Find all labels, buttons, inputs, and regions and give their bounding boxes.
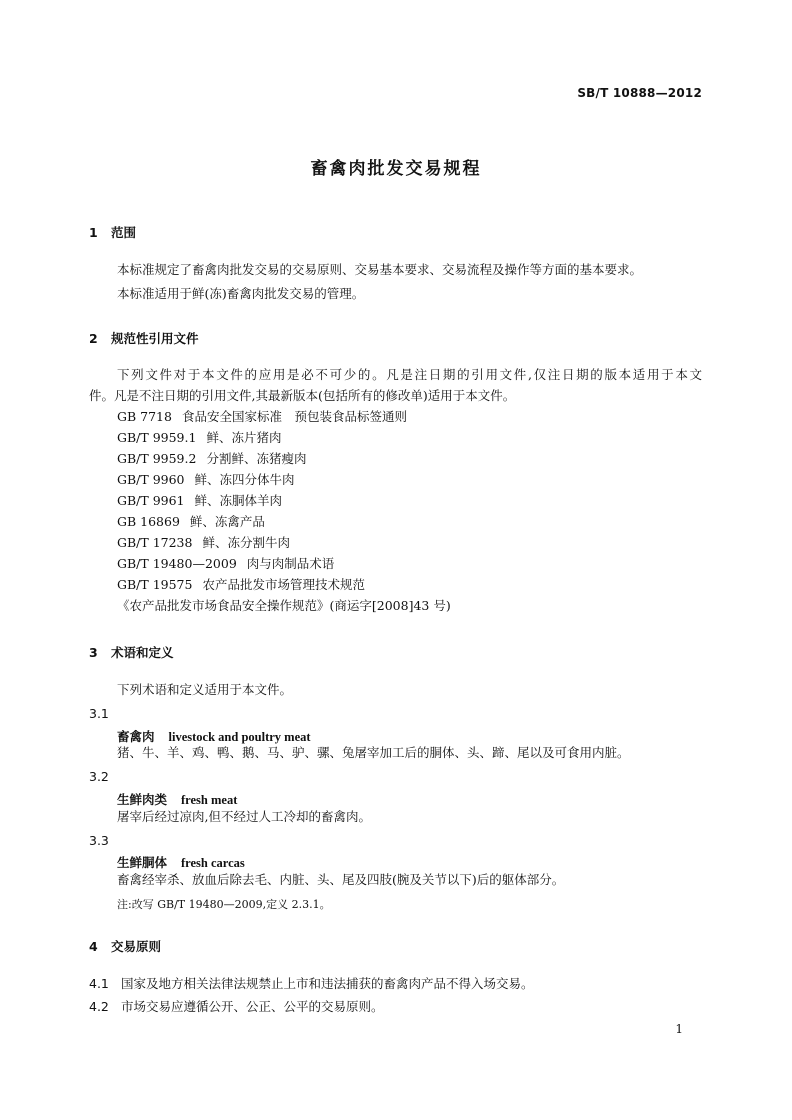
reference-title: 农产品批发市场管理技术规范 [202, 577, 365, 592]
clause-number: 4.1 [89, 976, 109, 991]
section-number: 4 [89, 939, 98, 954]
term-number: 3.1 [89, 706, 109, 721]
term-definition: 猪、牛、羊、鸡、鸭、鹅、马、驴、骡、兔屠宰加工后的胴体、头、蹄、尾以及可食用内脏。 [117, 745, 630, 760]
paragraph: 件。凡是不注日期的引用文件,其最新版本(包括所有的修改单)适用于本文件。 [89, 388, 516, 403]
page-number: 1 [675, 1022, 683, 1036]
paragraph: 下列术语和定义适用于本文件。 [117, 682, 293, 697]
reference-code: GB/T 9959.1 [117, 430, 197, 445]
reference-item [117, 516, 265, 529]
term-definition: 畜禽经宰杀、放血后除去毛、内脏、头、尾及四肢(腕及关节以下)后的躯体部分。 [117, 872, 565, 887]
term-zh: 畜禽肉 [117, 729, 155, 744]
clause-number: 4.2 [89, 999, 109, 1014]
section-heading-terms-and-definitions [89, 643, 174, 661]
clause-text: 市场交易应遵循公开、公正、公平的交易原则。 [121, 999, 384, 1014]
reference-item [117, 474, 295, 487]
paragraph: 下列文件对于本文件的应用是必不可少的。凡是注日期的引用文件,仅注日期的版本适用于本文 [117, 367, 702, 382]
term-heading [117, 853, 245, 871]
section-heading-normative-references [89, 329, 199, 347]
term-heading [117, 727, 311, 745]
term-en: fresh carcas [181, 856, 245, 870]
reference-item: 《农产品批发市场食品安全操作规范》(商运字[2008]43 号) [117, 598, 451, 613]
standard-code: SB/T 10888—2012 [577, 86, 702, 100]
section-number: 1 [89, 225, 98, 240]
reference-code: GB/T 9960 [117, 472, 185, 487]
reference-title: 鲜、冻四分体牛肉 [194, 472, 295, 487]
reference-title: 食品安全国家标准 预包装食品标签通则 [181, 409, 407, 424]
reference-code: GB/T 17238 [117, 535, 193, 550]
term-en: livestock and poultry meat [168, 730, 311, 744]
reference-code: GB/T 19480—2009 [117, 556, 237, 571]
reference-item [117, 411, 407, 424]
section-heading-trading-principles [89, 937, 161, 955]
reference-item [117, 432, 281, 445]
reference-item [117, 495, 282, 508]
reference-title: 肉与肉制品术语 [246, 556, 335, 571]
term-en: fresh meat [181, 793, 238, 807]
reference-item [117, 579, 365, 592]
clause-item [89, 1001, 384, 1014]
reference-item [117, 453, 306, 466]
reference-code: GB/T 9959.2 [117, 451, 197, 466]
reference-code: GB 16869 [117, 514, 180, 529]
reference-item [117, 537, 290, 550]
section-number: 3 [89, 645, 98, 660]
clause-text: 国家及地方相关法律法规禁止上市和违法捕获的畜禽肉产品不得入场交易。 [121, 976, 534, 991]
reference-title: 鲜、冻分割牛肉 [202, 535, 290, 550]
reference-code: GB/T 9961 [117, 493, 185, 508]
document-title: 畜禽肉批发交易规程 [310, 159, 482, 179]
term-note: 注:改写 GB/T 19480—2009,定义 2.3.1。 [117, 898, 331, 911]
reference-title: 鲜、冻禽产品 [189, 514, 265, 529]
reference-code: GB 7718 [117, 409, 172, 424]
term-number: 3.2 [89, 769, 109, 784]
section-title: 规范性引用文件 [111, 331, 199, 346]
section-title: 范围 [111, 225, 137, 240]
section-title: 术语和定义 [111, 645, 174, 660]
section-title: 交易原则 [111, 939, 162, 954]
paragraph: 本标准适用于鲜(冻)畜禽肉批发交易的管理。 [117, 286, 365, 301]
reference-code: GB/T 19575 [117, 577, 193, 592]
clause-item [89, 978, 534, 991]
term-definition: 屠宰后经过凉肉,但不经过人工冷却的畜禽肉。 [117, 809, 371, 824]
term-heading [117, 790, 237, 808]
reference-title: 鲜、冻片猪肉 [206, 430, 282, 445]
term-number: 3.3 [89, 833, 109, 848]
section-heading-scope [89, 223, 136, 241]
term-zh: 生鲜胴体 [117, 855, 168, 870]
reference-title: 鲜、冻胴体羊肉 [194, 493, 283, 508]
paragraph: 本标准规定了畜禽肉批发交易的交易原则、交易基本要求、交易流程及操作等方面的基本要求。 [117, 262, 643, 277]
section-number: 2 [89, 331, 98, 346]
reference-title: 分割鲜、冻猪瘦肉 [206, 451, 307, 466]
reference-item [117, 558, 334, 571]
term-zh: 生鲜肉类 [117, 792, 168, 807]
